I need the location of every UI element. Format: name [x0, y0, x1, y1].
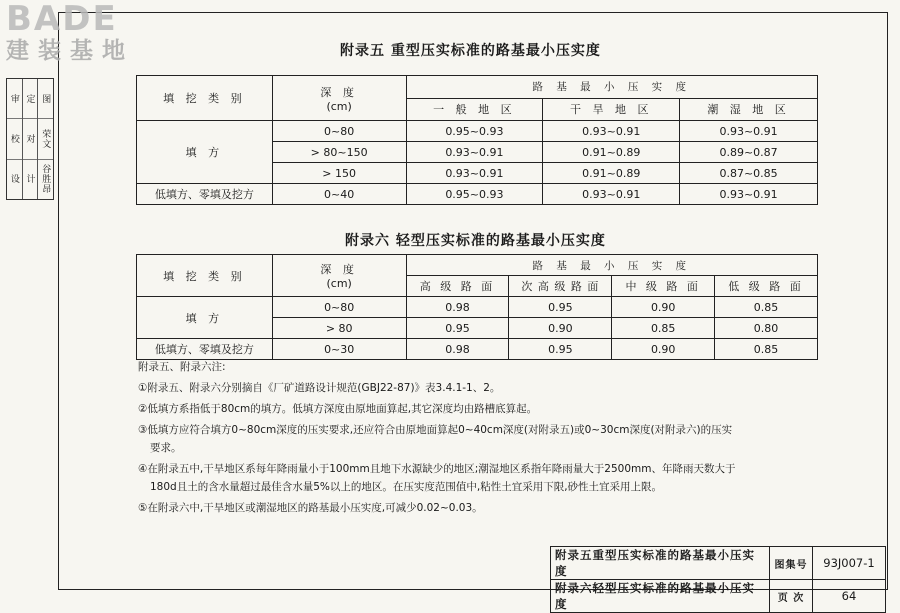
note-3-cont: 要求。 — [150, 442, 182, 454]
note-1: ①附录五、附录六分别摘自《厂矿道路设计规范(GBJ22-87)》表3.4.1-1、2。 — [138, 382, 501, 394]
table5-cell: > 150 — [272, 163, 406, 184]
table6-cell: 0.98 — [406, 339, 509, 360]
table6-col-header: 次 高 级 路 面 — [509, 276, 612, 297]
table6-cell: > 80 — [272, 318, 406, 339]
watermark-logo — [6, 2, 156, 64]
table6-cell: 0~30 — [272, 339, 406, 360]
table5-cell: 0.93~0.91 — [543, 121, 680, 142]
table6-col-header: 中 级 路 面 — [612, 276, 715, 297]
table6-header-category: 填 挖 类 别 — [137, 255, 273, 297]
table6-cell: 0.90 — [612, 339, 715, 360]
table5-header-category: 填 挖 类 别 — [137, 76, 273, 121]
table6-header-group: 路 基 最 小 压 实 度 — [406, 255, 817, 276]
note-2: ②低填方系指低于80cm的填方。低填方深度由原地面算起,其它深度均由路槽底算起。 — [138, 403, 538, 415]
notes — [138, 358, 828, 520]
table5-cell: 0.93~0.91 — [543, 184, 680, 205]
table5-col-header: 一 般 地 区 — [406, 98, 543, 121]
sidebar-cell: 图 — [38, 79, 53, 119]
table5-cell: 0.93~0.91 — [680, 184, 818, 205]
table6-cell: 0~80 — [272, 297, 406, 318]
table6-title: 附录六 轻型压实标准的路基最小压实度 — [345, 233, 606, 249]
depth-unit: (cm) — [326, 99, 352, 113]
table6-fill-label: 填 方 — [137, 297, 273, 339]
sidebar-cell: 校 — [7, 119, 22, 159]
table5-cell: 0.91~0.89 — [543, 142, 680, 163]
table5-title: 附录五 重型压实标准的路基最小压实度 — [340, 43, 601, 59]
note-4: ④在附录五中,干旱地区系每年降雨量小于100mm且地下水源缺少的地区;潮湿地区系指年降雨量大于2500mm、年降雨天数大于 — [138, 463, 736, 475]
table6-col-header: 高 级 路 面 — [406, 276, 509, 297]
table5-cell: 0.95~0.93 — [406, 184, 543, 205]
table5-cell: 0.91~0.89 — [543, 163, 680, 184]
depth-label: 深 度 — [320, 263, 358, 276]
table5 — [136, 75, 818, 205]
table6-cell: 0.90 — [612, 297, 715, 318]
table5-col-header: 潮 湿 地 区 — [680, 98, 818, 121]
table6-cell: 0.95 — [509, 297, 612, 318]
table6-col-header: 低 级 路 面 — [715, 276, 818, 297]
table5-col-header: 干 旱 地 区 — [543, 98, 680, 121]
table5-cell: 0~80 — [272, 121, 406, 142]
table5-fill-label: 填 方 — [137, 121, 273, 184]
table5-cell: > 80~150 — [272, 142, 406, 163]
table5-cell: 0~40 — [272, 184, 406, 205]
table5-cell: 0.93~0.91 — [680, 121, 818, 142]
table6-cell: 0.98 — [406, 297, 509, 318]
table6-cell: 0.95 — [509, 339, 612, 360]
table5-cell: 0.87~0.85 — [680, 163, 818, 184]
sidebar-cell: 荣文 — [38, 119, 53, 159]
table6-cell: 低填方、零填及挖方 — [137, 339, 273, 360]
table5-cell: 0.95~0.93 — [406, 121, 543, 142]
table5-header-depth — [272, 76, 406, 121]
sidebar-cell: 计 — [24, 174, 35, 185]
table5-cell: 低填方、零填及挖方 — [137, 184, 273, 205]
atlas-label: 图集号 — [770, 547, 813, 580]
sidebar-cell: 设 — [8, 174, 19, 185]
sidebar-cell: 审 — [7, 79, 22, 119]
table5-cell: 0.93~0.91 — [406, 142, 543, 163]
notes-heading: 附录五、附录六注: — [138, 361, 226, 373]
titleblock-row1: 附录五重型压实标准的路基最小压实度 — [551, 547, 770, 580]
note-5: ⑤在附录六中,干旱地区或潮湿地区的路基最小压实度,可减少0.02~0.03。 — [138, 502, 483, 514]
page-label: 页 次 — [770, 580, 813, 613]
watermark-bottom: 建装基地 — [6, 38, 134, 64]
page-number: 64 — [813, 580, 886, 613]
table6 — [136, 254, 818, 360]
note-4-cont: 180d且土的含水量超过最佳含水量5%以上的地区。在压实度范围值中,粘性土宜采用下限,砂性土宜采用上限。 — [150, 481, 663, 493]
table5-cell: 0.89~0.87 — [680, 142, 818, 163]
sidebar-cell: 谷胜昂 — [40, 164, 51, 195]
table6-cell: 0.85 — [715, 297, 818, 318]
table6-header-depth — [272, 255, 406, 297]
atlas-number: 93J007-1 — [813, 547, 886, 580]
table6-cell: 0.90 — [509, 318, 612, 339]
table5-header-group: 路 基 最 小 压 实 度 — [406, 76, 817, 99]
note-3: ③低填方应符合填方0~80cm深度的压实要求,还应符合由原地面算起0~40cm深度(对附录五)或0~30cm深度(对附录六)的压实 — [138, 424, 733, 436]
depth-label: 深 度 — [320, 85, 358, 99]
sidebar-cell: 定 — [23, 79, 38, 119]
table6-cell: 0.80 — [715, 318, 818, 339]
table6-cell: 0.85 — [612, 318, 715, 339]
table6-cell: 0.85 — [715, 339, 818, 360]
sidebar-cell: 对 — [23, 119, 38, 159]
depth-unit: (cm) — [326, 277, 352, 290]
title-block — [550, 546, 886, 613]
table5-cell: 0.93~0.91 — [406, 163, 543, 184]
titleblock-row2: 附录六轻型压实标准的路基最小压实度 — [551, 580, 770, 613]
watermark-top: BADE — [6, 0, 118, 39]
table6-cell: 0.95 — [406, 318, 509, 339]
signature-strip — [6, 78, 54, 200]
